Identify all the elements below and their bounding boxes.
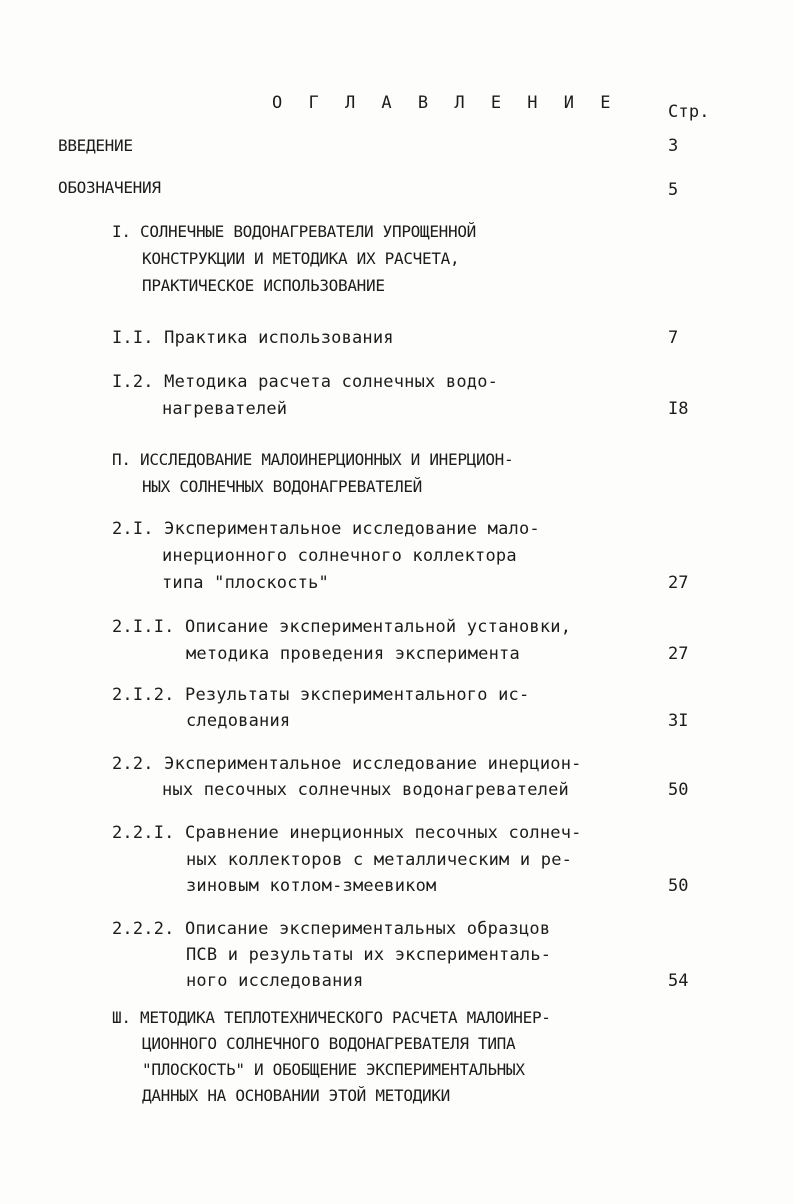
toc-page-number: 54 bbox=[668, 971, 689, 991]
toc-section-2-2-line: 2.2. Экспериментальное исследование инерцион- bbox=[112, 754, 582, 774]
toc-chapter-3-line: Ш. МЕТОДИКА ТЕПЛОТЕХНИЧЕСКОГО РАСЧЕТА МАЛОИНЕР- bbox=[112, 1008, 551, 1027]
toc-entry-introduction: ВВЕДЕНИЕ bbox=[58, 136, 133, 155]
toc-chapter-1-line: ПРАКТИЧЕСКОЕ ИСПОЛЬЗОВАНИЕ bbox=[142, 276, 385, 295]
toc-chapter-1-line: КОНСТРУКЦИИ И МЕТОДИКА ИХ РАСЧЕТА, bbox=[142, 249, 460, 268]
toc-chapter-1-line: I. СОЛНЕЧНЫЕ ВОДОНАГРЕВАТЕЛИ УПРОЩЕННОЙ bbox=[112, 222, 476, 241]
toc-chapter-2-line: НЫХ СОЛНЕЧНЫХ ВОДОНАГРЕВАТЕЛЕЙ bbox=[142, 477, 422, 496]
toc-section-2-2-line: ных песочных солнечных водонагревателей bbox=[162, 780, 569, 800]
toc-title: О Г Л А В Л Е Н И Е bbox=[272, 93, 619, 113]
toc-section-2-2-2-line: ного исследования bbox=[186, 971, 364, 991]
toc-section-2-1-1-line: методика проведения эксперимента bbox=[186, 644, 520, 664]
toc-section-2-2-2-line: ПСВ и результаты их эксперименталь- bbox=[186, 945, 552, 965]
toc-section-2-1-line: инерционного солнечного коллектора bbox=[162, 546, 517, 566]
toc-chapter-3-line: ДАННЫХ НА ОСНОВАНИИ ЭТОЙ МЕТОДИКИ bbox=[142, 1086, 450, 1105]
toc-section-1-2-line: нагревателей bbox=[162, 399, 288, 419]
toc-section-2-1-2-line: следования bbox=[186, 711, 291, 731]
toc-page-number: 7 bbox=[668, 328, 679, 348]
toc-page-number: 50 bbox=[668, 876, 689, 896]
toc-section-1-2-line: I.2. Методика расчета солнечных водо- bbox=[112, 372, 499, 392]
toc-section-2-2-1-line: 2.2.I. Сравнение инерционных песочных солнеч- bbox=[112, 823, 582, 843]
toc-section-2-2-2-line: 2.2.2. Описание экспериментальных образцов bbox=[112, 919, 551, 939]
toc-chapter-3-line: "ПЛОСКОСТЬ" И ОБОБЩЕНИЕ ЭКСПЕРИМЕНТАЛЬНЫХ bbox=[142, 1060, 525, 1079]
toc-page-number: 5 bbox=[668, 180, 679, 200]
toc-section-1-1: I.I. Практика использования bbox=[112, 328, 394, 348]
toc-section-2-2-1-line: ных коллекторов с металлическим и ре- bbox=[186, 850, 573, 870]
toc-section-2-2-1-line: зиновым котлом-змеевиком bbox=[186, 876, 437, 896]
toc-page-number: 3I bbox=[668, 711, 689, 731]
toc-section-2-1-2-line: 2.I.2. Результаты экспериментального ис- bbox=[112, 685, 530, 705]
toc-chapter-3-line: ЦИОННОГО СОЛНЕЧНОГО ВОДОНАГРЕВАТЕЛЯ ТИПА bbox=[142, 1034, 516, 1053]
toc-entry-notation: ОБОЗНАЧЕНИЯ bbox=[58, 178, 161, 197]
toc-page-number: 27 bbox=[668, 573, 689, 593]
toc-section-2-1-line: 2.I. Экспериментальное исследование мало- bbox=[112, 519, 540, 539]
toc-page-number: 3 bbox=[668, 136, 679, 156]
toc-page-number: I8 bbox=[668, 399, 689, 419]
toc-section-2-1-line: типа "плоскость" bbox=[162, 573, 329, 593]
toc-section-2-1-1-line: 2.I.I. Описание экспериментальной установки, bbox=[112, 617, 572, 637]
toc-chapter-2-line: П. ИССЛЕДОВАНИЕ МАЛОИНЕРЦИОННЫХ И ИНЕРЦИОН- bbox=[112, 450, 514, 469]
toc-page-number: 27 bbox=[668, 644, 689, 664]
page-column-label: Стр. bbox=[668, 102, 710, 122]
toc-page-number: 50 bbox=[668, 780, 689, 800]
